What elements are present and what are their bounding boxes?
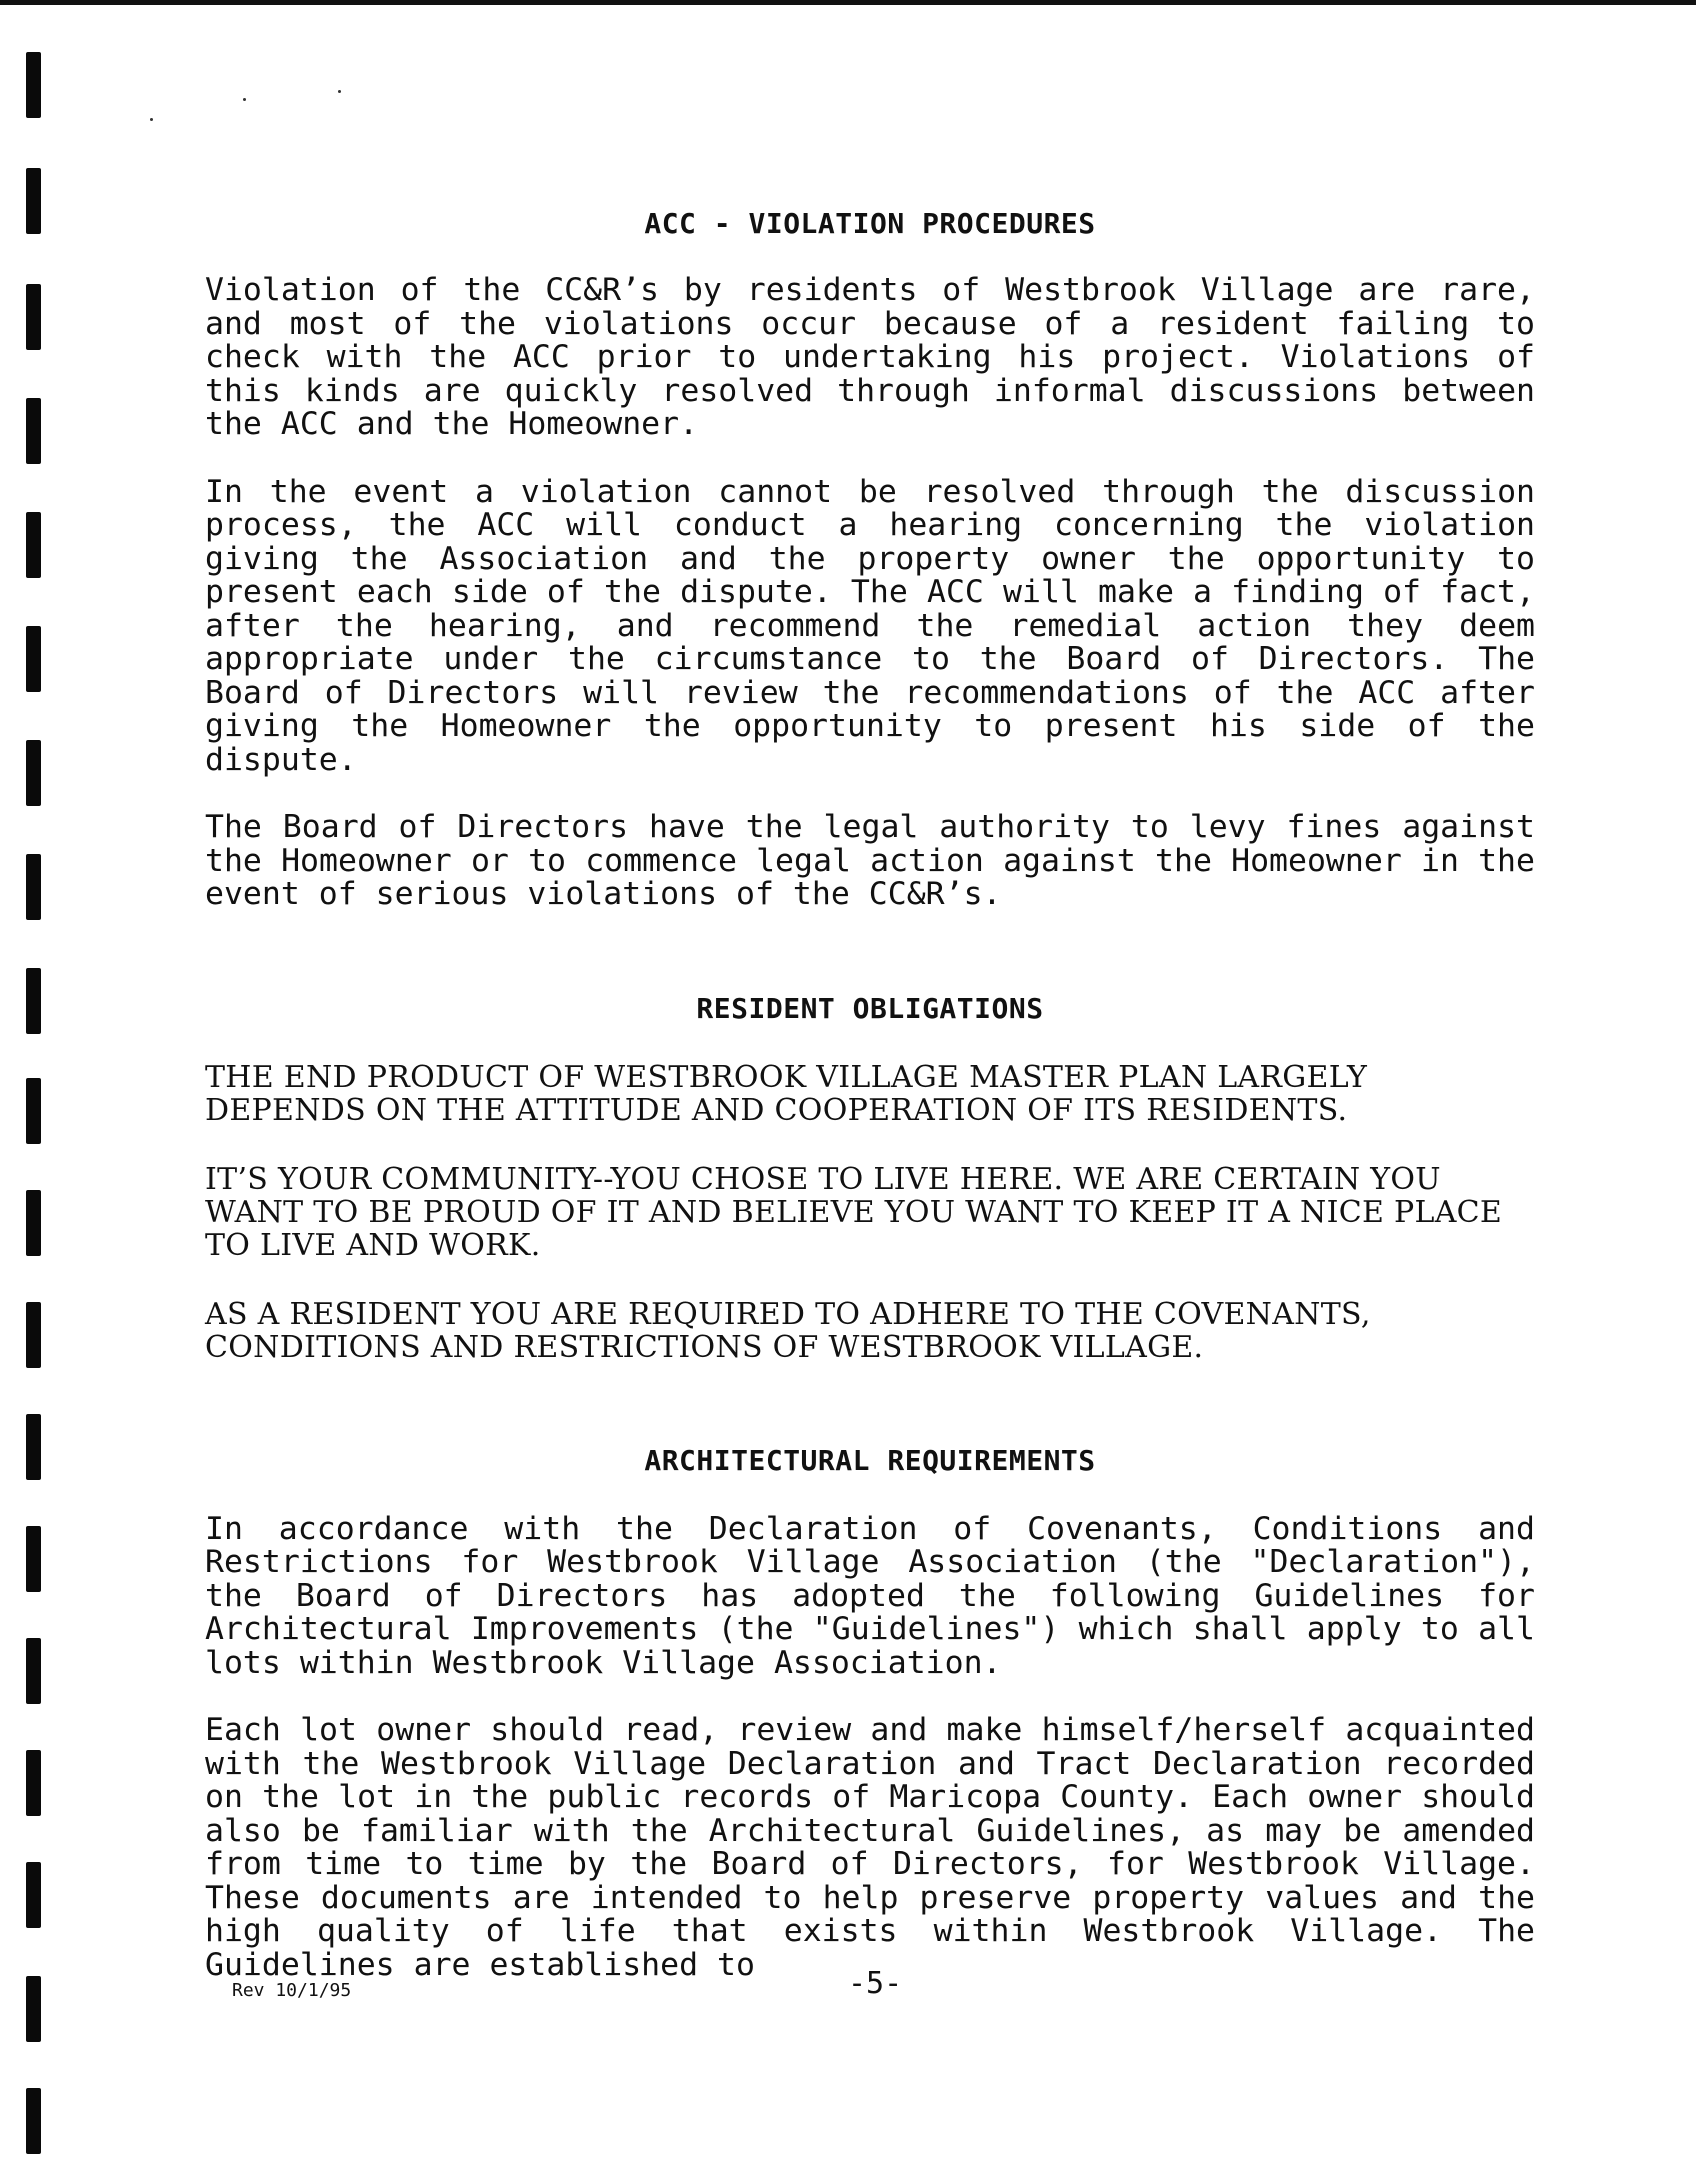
scan-speck	[338, 90, 341, 93]
obligations-paragraph-3: AS A RESIDENT YOU ARE REQUIRED TO ADHERE TO THE COVENANTS, CONDITIONS AND RESTRICTIONS OF WESTBROOK VILLAGE.	[205, 1296, 1371, 1365]
binding-hole-mark	[26, 512, 41, 578]
binding-hole-mark	[26, 1190, 41, 1256]
scan-speck	[243, 98, 246, 101]
scan-speck	[150, 118, 153, 121]
binding-hole-mark	[26, 1750, 41, 1816]
violation-procedures-heading: ACC - VIOLATION PROCEDURES	[644, 207, 1096, 240]
binding-hole-mark	[26, 1414, 41, 1480]
binding-hole-mark	[26, 168, 41, 234]
binding-hole-mark	[26, 1302, 41, 1368]
document-page	[205, 195, 1535, 1982]
binding-hole-mark	[26, 1638, 41, 1704]
violation-paragraph-2: In the event a violation cannot be resolved through the discussion process, the ACC will conduct a hearing concerning the violation giving the Association and the property owner the opportunity to present each side of the dispute. The ACC will make a finding of fact, after the hearing, and recommend the remedial action they deem appropriate under the circumstance to the Board of Directors. The Board of Directors will review the recommendations of the ACC after giving the Homeowner the opportunity to present his side of the dispute.	[205, 473, 1535, 778]
binding-hole-mark	[26, 1526, 41, 1592]
architectural-paragraph-1: In accordance with the Declaration of Covenants, Conditions and Restrictions for Westbrook Village Association (the "Declaration"), the Board of Directors has adopted the following Guidelines for Architectural Improvements (the "Guidelines") which shall apply to all lots within Westbrook Village Association.	[205, 1510, 1535, 1681]
binding-hole-mark	[26, 1976, 41, 2042]
binding-hole-mark	[26, 1862, 41, 1928]
obligations-paragraph-1: THE END PRODUCT OF WESTBROOK VILLAGE MASTER PLAN LARGELY DEPENDS ON THE ATTITUDE AND COOPERATION OF ITS RESIDENTS.	[205, 1059, 1368, 1128]
binding-hole-mark	[26, 626, 41, 692]
binding-hole-mark	[26, 52, 41, 118]
architectural-paragraph-2: Each lot owner should read, review and make himself/herself acquainted with the Westbrook Village Declaration and Tract Declaration recorded on the lot in the public records of Maricopa County. Each owner should also be familiar with the Architectural Guidelines, as may be amended from time to time by the Board of Directors, for Westbrook Village. These documents are intended to help preserve property values and the high quality of life that exists within Westbrook Village. The Guidelines are established to	[205, 1712, 1535, 1983]
binding-hole-mark	[26, 854, 41, 920]
scan-top-edge	[0, 0, 1696, 5]
binding-hole-mark	[26, 2088, 41, 2154]
binding-hole-mark	[26, 1078, 41, 1144]
architectural-requirements-heading: ARCHITECTURAL REQUIREMENTS	[644, 1443, 1096, 1477]
violation-paragraph-1: Violation of the CC&R’s by residents of Westbrook Village are rare, and most of the violations occur because of a resident failing to check with the ACC prior to undertaking his project. Violations of this kinds are quickly resolved through informal discussions between the ACC and the Homeowner.	[205, 272, 1535, 442]
resident-obligations-heading: RESIDENT OBLIGATIONS	[696, 991, 1044, 1025]
revision-date: Rev 10/1/95	[232, 1980, 352, 2001]
page-number: -5-	[848, 1966, 903, 2001]
binding-hole-mark	[26, 284, 41, 350]
violation-paragraph-3: The Board of Directors have the legal authority to levy fines against the Homeowner or to commence legal action against the Homeowner in the event of serious violations of the CC&R’s.	[205, 809, 1535, 912]
obligations-paragraph-2: IT’S YOUR COMMUNITY--YOU CHOSE TO LIVE HERE. WE ARE CERTAIN YOU WANT TO BE PROUD OF IT AND BELIEVE YOU WANT TO KEEP IT A NICE PLACE TO LIVE AND WORK.	[205, 1161, 1503, 1263]
binding-hole-mark	[26, 398, 41, 464]
binding-hole-mark	[26, 740, 41, 806]
binding-hole-mark	[26, 968, 41, 1034]
binding-holes	[0, 0, 80, 2176]
